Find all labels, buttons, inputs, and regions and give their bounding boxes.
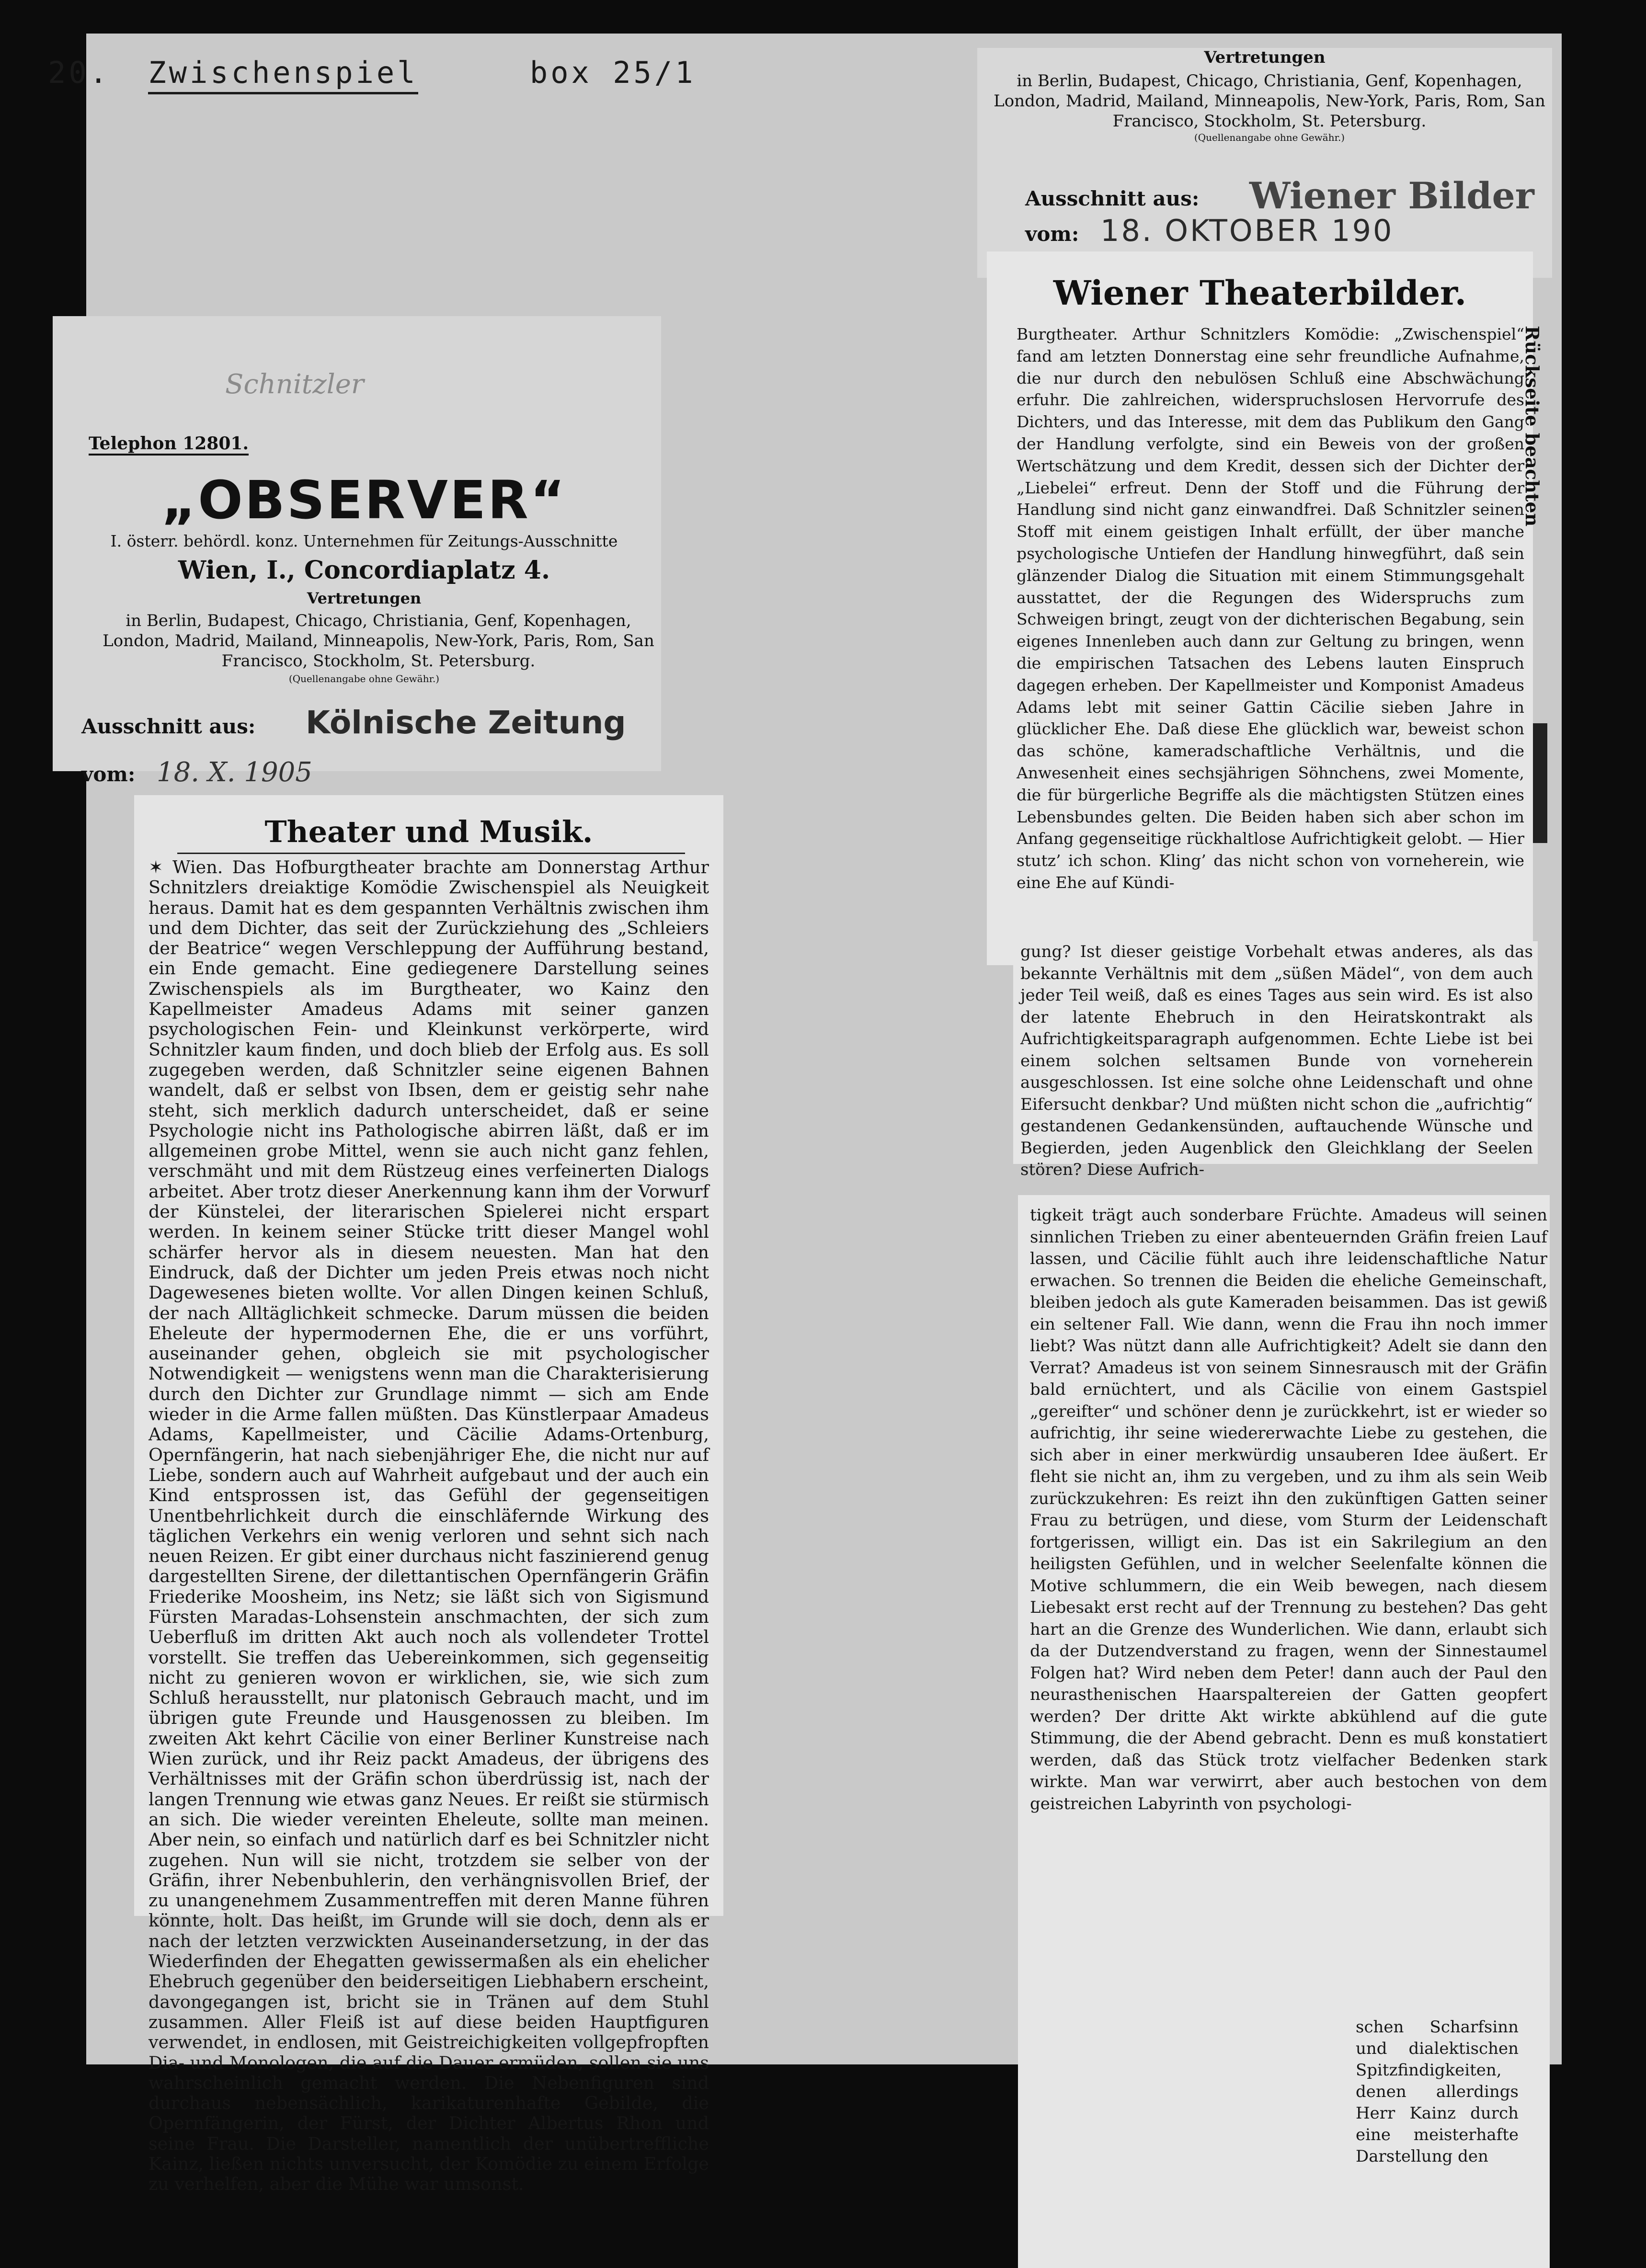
vom-label: vom: (81, 763, 136, 786)
dark-tab (1533, 723, 1547, 843)
archive-reference (48, 55, 696, 90)
headline-rule (177, 853, 685, 854)
article-koelnische-zeitung (134, 795, 723, 2195)
archive-number: 20. (48, 55, 110, 90)
article-headline: Theater und Musik. (264, 814, 593, 849)
article-wiener-bilder-part-2 (1013, 941, 1538, 1179)
telephon-number: Telephon 12801. (89, 433, 249, 456)
archive-title: Zwischenspiel (148, 55, 418, 94)
side-note-rueckseite: Rückseite beachten (1521, 326, 1543, 527)
archive-box: box 25/1 (529, 55, 696, 90)
quellenangabe: (Quellenangabe ohne Gewähr.) (288, 673, 440, 684)
article-wiener-bilder-part-4 (1346, 2017, 1528, 2166)
vom-label-right: vom: (1025, 222, 1079, 246)
date-stamp: 18. OKTOBER 190 (1100, 213, 1394, 248)
article-body: ✶ Wien. Das Hofburgtheater brachte am Donnerstag Arthur Schnitzlers dreiaktige Komödie Zwischenspiel als Neuigkeit heraus. Damit hat es dem gespannten Verhältnis zwischen ihm und dem Dichter, das seit der Zurückziehung des „Schleiers der Beatrice“ wegen Verschleppung der Aufführung bestand, ein Ende gemacht. Eine gediegenere Darstellung seines Zwischenspiels als im Burgtheater, wo Kainz den Kapellmeister Amadeus Adams mit seiner ganzen psychologischen Fein- und Kleinkunst verkörperte, wird Schnitzler kaum finden, und doch blieb der Erfolg aus. Es soll zugegeben werden, daß Schnitzler seine eigenen Bahnen wandelt, daß er selbst von Ibsen, dem er geistig sehr nahe steht, sich merklich dadurch unterscheidet, daß er seine Psychologie nicht ins Pathologische abirren läßt, daß er im allgemeinen grobe Mittel, wenn sie auch nicht ganz fehlen, verschmäht und mit dem Rüstzeug eines verfeinerten Dialogs arbeitet. Aber trotz dieser Anerkennung kann ihm der Vorwurf der Künstelei, der literarischen Spielerei nicht erspart werden. In keinem seiner Stücke tritt dieser Mangel wohl schärfer hervor als in diesem neuesten. Man hat den Eindruck, daß der Dichter um jeden Preis etwas noch nicht Dagewesenes bieten wollte. Vor allen Dingen keinen Schluß, der nach Alltäglichkeit schmecke. Darum müssen die beiden Eheleute der hypermodernen Ehe, die er uns vorführt, auseinander gehen, obgleich sie mit psychologischer Notwendigkeit — wenigstens wenn man die Charakterisierung durch den Dichter zur Grundlage nimmt — sich am Ende wieder in die Arme fallen müßten. Das Künstlerpaar Amadeus Adams, Kapellmeister, und Cäcilie Adams-Ortenburg, Opernfängerin, hat nach siebenjähriger Ehe, die nicht nur auf Liebe, sondern auch auf Wahrheit aufgebaut und der auch ein Kind entsprossen ist, das Gefühl der gegenseitigen Unentbehrlichkeit durch die einschläfernde Wirkung des täglichen Verkehrs ein wenig verloren und sehnt sich nach neuen Reizen. Er gibt einer durchaus nicht faszinierend genug dargestellten Sirene, der dilettantischen Opernfängerin Gräfin Friederike Moosheim, ins Netz; sie läßt sich von Sigismund Fürsten Maradas-Lohsenstein anschmachten, der sich zum Ueberfluß im dritten Akt auch noch als vollendeter Trottel vorstellt. Sie treffen das Uebereinkommen, sich gegenseitig nicht zu genieren wovon er wirklichen, sie, wie sich zum Schluß herausstellt, nur platonisch Gebrauch macht, und im übrigen gute Freunde und Hausgenossen zu bleiben. Im zweiten Akt kehrt Cäcilie von einer Berliner Kunstreise nach Wien zurück, und ihr Reiz packt Amadeus, der übrigens des Verhältnisses mit der Gräfin schon überdrüssig ist, nach der langen Trennung wie etwas ganz Neues. Er reißt sie stürmisch an sich. Die wieder vereinten Eheleute, sollte man meinen. Aber nein, so einfach und natürlich darf es bei Schnitzler nicht zugehen. Nun will sie nicht, trotzdem sie selber von der Gräfin, ihrer Nebenbuhlerin, den verhängnisvollen Brief, der zu unangenehmem Zusammentreffen mit deren Manne führen könnte, holt. Das heißt, im Grunde will sie doch, denn als er nach der letzten verzwickten Auseinandersetzung, in der das Wiederfinden der Ehegatten gewissermaßen als ein ehelicher Ehebruch gegenüber den beiderseitigen Liebhabern erscheint, davongegangen ist, bricht sie in Tränen auf dem Stuhl zusammen. Aller Fleiß ist auf diese beiden Hauptfiguren verwendet, in endlosen, mit Geistreichigkeiten vollgepfropften Dia- und Monologen, die auf die Dauer ermüden, sollen sie uns wahrscheinlich gemacht werden. Die Nebenfiguren sind durchaus nebensächlich, karikaturenhafte Gebilde, die Opernfängerin, der Fürst, der Dichter Albertus Rhon und seine Frau. Die Darsteller, namentlich der unübertreffliche Kainz, ließen nichts unversucht, der Komödie zu einem Erfolge zu verhelfen, aber die Mühe war umsonst. (149, 857, 709, 2195)
vom-row-right (1025, 213, 1394, 248)
vertretungen-cities-right: in Berlin, Budapest, Chicago, Christiania, Genf, Kopenhagen, London, Madrid, Mailand, Minneapolis, New-York, Paris, Rom, San Francisco, Stockholm, St. Petersburg. (994, 71, 1545, 131)
vertretungen-label: Vertretungen (307, 589, 422, 607)
article-body-part-3: tigkeit trägt auch sonderbare Früchte. Amadeus will seinen sinnlichen Trieben zu einer abenteuernden Gräfin freien Lauf lassen, und Cäcilie fühlt auch ihre leidenschaftliche Natur erwachen. So trennen die Beiden die eheliche Gemeinschaft, bleiben jedoch als gute Kameraden beisammen. Das ist gewiß ein seltener Fall. Wie dann, wenn die Frau ihn noch immer liebt? Was nützt dann alle Aufrichtigkeit? Adelt sie dann den Verrat? Amadeus ist von seinem Sinnesrausch mit der Gräfin bald ernüchtert, und als Cäcilie von einem Gastspiel „gereifter“ und schöner denn je zurückkehrt, ist er wieder so aufrichtig, ihr seine wiedererwachte Liebe zu gestehen, die sich aber in einer merkwürdig unsauberen Idee äußert. Er fleht sie nicht an, ihm zu vergeben, und zu ihm als sein Weib zurückzukehren: Es reizt ihn den zukünftigen Gatten seiner Frau zu betrügen, und diese, vom Sturm der Leidenschaft fortgerissen, willigt ein. Das ist ein Sakrilegium an den heiligsten Gefühlen, und in welcher Seelenfalte können die Motive schlummern, die ein Weib bewegen, nach diesem Liebesakt erst recht auf der Trennung zu bestehen? Das geht hart an die Grenze des Wunderlichen. Wie dann, erlaubt sich da der Dutzendverstand zu fragen, wenn der Sinnestaumel Folgen hat? Wird neben dem Peter! dann auch der Paul den neurasthenischen Haarspaltereien der Gatten geopfert werden? Der dritte Akt wirkte abkühlend auf die gute Stimmung, die der Abend gebracht. Denn es muß konstatiert werden, daß das Stück trotz vielfacher Bedenken stark wirkte. Man war verwirrt, aber auch bestochen von dem geistreichen Labyrinth von psychologi- (1030, 1206, 1547, 1813)
article-body-part-1: Burgtheater. Arthur Schnitzlers Komödie: „Zwischenspiel“ fand am letzten Donnerstag eine sehr freundliche Aufnahme, die nur durch den nebulösen Schluß eine Abschwächung erfuhr. Die zahlreichen, widerspruchslosen Hervorrufe des Dichters, und das Interesse, mit dem das Publikum den Gang der Handlung verfolgte, sind ein Beweis von der großen Wertschätzung und dem Kredit, dessen sich der Dichter der „Liebelei“ erfreut. Denn der Stoff und die Führung der Handlung sind nicht ganz einwandfrei. Daß Schnitzler seinen Stoff mit einem geistigen Inhalt erfüllt, der über manche psychologische Untiefen der Handlung hinwegführt, daß sein glänzender Dialog die Situation mit einem Stimmungsgehalt ausstattet, der die Regungen des Widerspruchs zum Schweigen bringt, zeugt von der dichterischen Begabung, sein eigenes Innenleben auch dann zur Geltung zu bringen, wenn die empirischen Tatsachen des Lebens lauten Einspruch dagegen erheben. Der Kapellmeister und Komponist Amadeus Adams lebt mit seiner Gattin Cäcilie sieben Jahre in glücklicher Ehe. Daß diese Ehe glücklich war, beweist schon das schöne, kameradschaftliche Verhältnis, und die Anwesenheit eines sechsjährigen Söhnchens, zwei Momente, die für bürgerliche Begriffe als die mächtigsten Stützen eines Lebensbundes gelten. Die Beiden haben sich aber schon im Anfang gegenseitige rückhaltlose Aufrichtigkeit gelobt. — Hier stutz’ ich schon. Kling’ das nicht schon von vorneherein, wie eine Ehe auf Kündi- (1017, 325, 1524, 892)
source-stamp-right: Wiener Bilder (1249, 174, 1534, 217)
article-body-part-2: gung? Ist dieser geistige Vorbehalt etwas anderes, als das bekannte Verhältnis mit dem „süßen Mädel“, von dem auch jeder Teil weiß, daß es eines Tages aus sein wird. Es ist also der latente Ehebruch in den Heiratskontrakt als Aufrichtigkeitsparagraph aufgenommen. Echte Liebe ist bei einem solchen seltsamen Bunde von vorneherein ausgeschlossen. Ist eine solche ohne Leidenschaft und ohne Eifersucht denkbar? Und müßten nicht schon die „aufrichtig“ gestandenen Gedankensünden, auftauchende Wünsche und Begierden, jeden Augenblick den Gleichklang der Seelen stören? Diese Aufrich- (1020, 942, 1533, 1179)
ausschnitt-row-right (1025, 171, 1534, 217)
vom-row (81, 757, 312, 788)
article-wiener-bilder-part-1 (987, 251, 1533, 965)
pencil-note: Schnitzler (225, 369, 364, 400)
ausschnitt-label: Ausschnitt aus: (81, 715, 256, 738)
quellenangabe-right: (Quellenangabe ohne Gewähr.) (1194, 132, 1345, 143)
source-stamp: Kölnische Zeitung (305, 704, 626, 741)
ausschnitt-label-right: Ausschnitt aus: (1025, 187, 1200, 210)
article-headline-right: Wiener Theaterbilder. (1053, 273, 1467, 313)
observer-logo: „OBSERVER“ (161, 469, 567, 531)
ausschnitt-row (81, 704, 626, 741)
handwritten-date: 18. X. 1905 (157, 757, 312, 788)
observer-description: I. österr. behördl. konz. Unternehmen für Zeitungs-Ausschnitte (110, 532, 618, 550)
article-body-part-4: schen Scharfsinn und dialektischen Spitzfindigkeiten, denen allerdings Herr Kainz durch eine meisterhafte Darstellung den (1356, 2017, 1519, 2166)
vertretungen-label-right: Vertretungen (1204, 48, 1326, 67)
vertretungen-cities: in Berlin, Budapest, Chicago, Christiania, Genf, Kopenhagen, London, Madrid, Mailand, Minneapolis, New-York, Paris, Rom, San Francisco, Stockholm, St. Petersburg. (103, 611, 654, 671)
observer-address: Wien, I., Concordiaplatz 4. (178, 556, 550, 585)
